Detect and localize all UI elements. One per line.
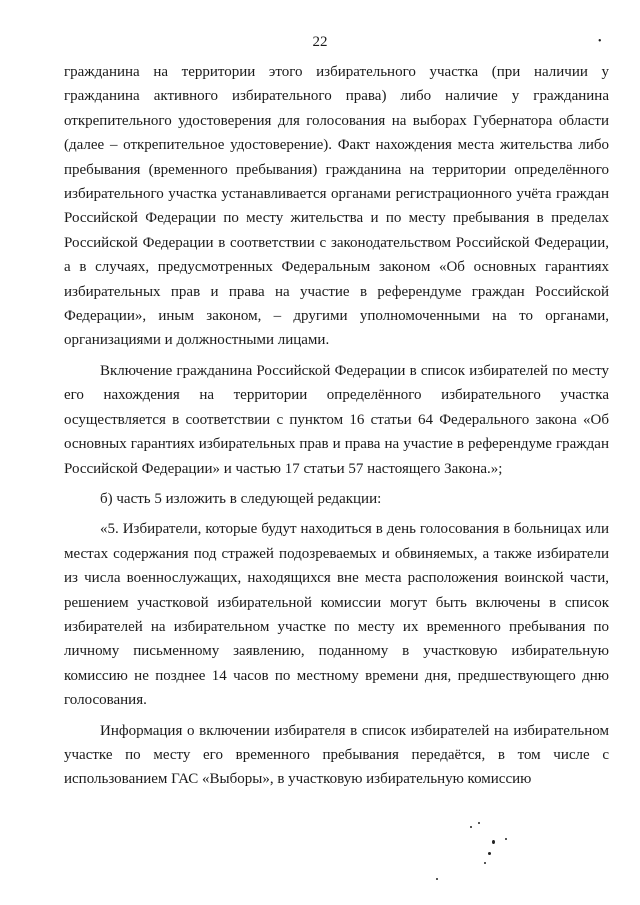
paragraph-amendment: б) часть 5 изложить в следующей редакции: — [100, 490, 382, 507]
paragraph-information: Информация о включении избирателя в список избирателей на избирательном участке по месту его временного пребывания передаётся, в том числе с использованием ГАС «Выборы», в участковую избирательную комиссию — [64, 722, 609, 788]
paragraph-inclusion: Включение гражданина Российской Федерации в список избирателей по месту его нахождения на территории определённого избирательного участка осуществляется в соответствии с пунктом 16 статьи 64 Федерального закона «Об основных гарантиях избирательных прав и права на участие в референдуме граждан Российской Федерации» и частью 17 статьи 57 настоящего Закона.»; — [64, 362, 609, 477]
page-number: 22 — [312, 34, 328, 50]
scan-speck — [488, 852, 491, 855]
scan-speck — [484, 862, 486, 864]
scan-speck — [478, 822, 480, 824]
corner-mark: • — [598, 36, 602, 47]
scan-speck — [505, 838, 507, 840]
scan-speck — [470, 826, 472, 828]
scan-speck — [492, 840, 495, 844]
document-body — [64, 60, 609, 798]
paragraph-continuation: гражданина на территории этого избирательного участка (при наличии у гражданина активного избирательного права) либо наличие у гражданина открепительного удостоверения для голосования на выборах Губернатора области (далее – открепительное удостоверение). Факт нахождения места жительства либо пребывания (временного пребывания) гражданина на территории определённого избирательного участка устанавливается органами регистрационного учёта граждан Российской Федерации по месту жительства и по месту пребывания в пределах Российской Федерации в соответствии с законодательством Российской Федерации, а в случаях, предусмотренных Федеральным законом «Об основных гарантиях избирательных прав и права на участие в референдуме граждан Российской Федерации», иным законом, – другими уполномоченными на то органами, организациями и должностными лицами. — [64, 64, 609, 349]
scan-speck — [436, 878, 438, 880]
paragraph-part-5: «5. Избиратели, которые будут находиться в день голосования в больницах или местах содержания под стражей подозреваемых и обвиняемых, а также избиратели из числа военнослужащих, находящихся вне места расположения воинской части, решением участковой избирательной комиссии могут быть включены в список избирателей на избирательном участке по месту их временного пребывания по личному письменному заявлению, поданному в участковую избирательную комиссию не позднее 14 часов по местному времени дня, предшествующего дню голосования. — [64, 521, 609, 709]
